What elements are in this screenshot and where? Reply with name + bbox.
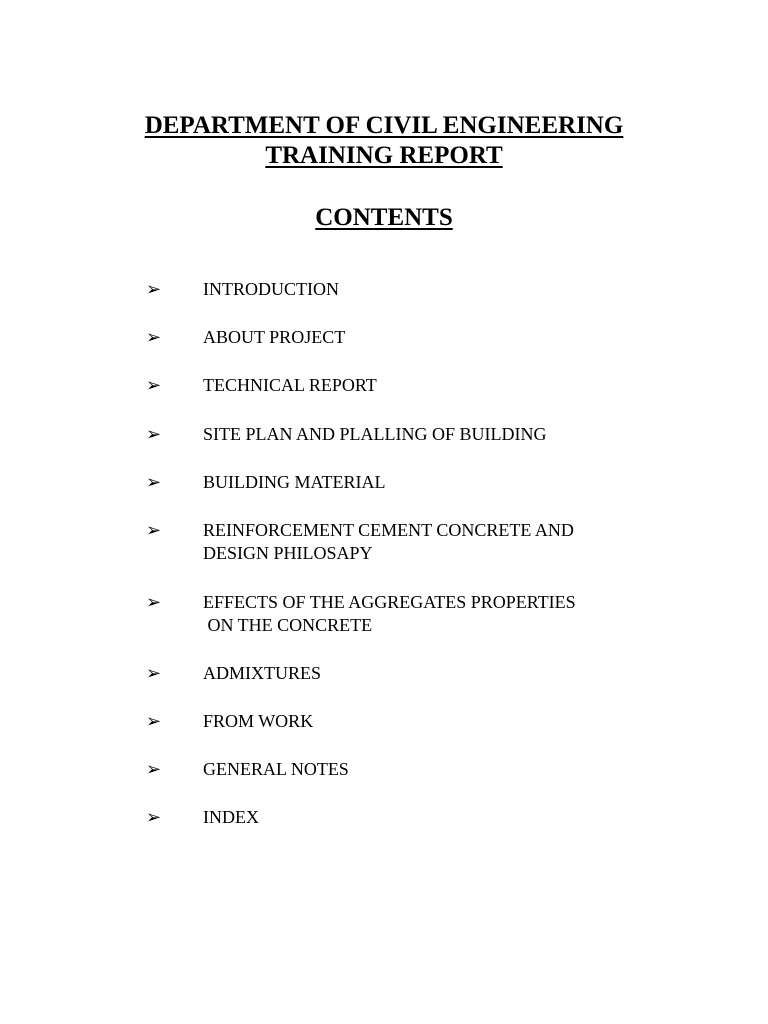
arrow-bullet-icon: ➢ <box>146 424 162 445</box>
department-title: DEPARTMENT OF CIVIL ENGINEERING <box>144 112 624 139</box>
arrow-bullet-icon: ➢ <box>146 279 162 300</box>
arrow-bullet-icon: ➢ <box>146 472 162 493</box>
report-title: TRAINING REPORT <box>265 142 503 169</box>
arrow-bullet-icon: ➢ <box>146 375 162 396</box>
list-item-text: TECHNICAL REPORT <box>203 375 377 395</box>
arrow-bullet-icon: ➢ <box>146 520 162 541</box>
arrow-bullet-icon: ➢ <box>146 663 162 684</box>
list-item-text: FROM WORK <box>203 711 314 731</box>
list-item-text: SITE PLAN AND PLALLING OF BUILDING <box>203 424 547 444</box>
list-item-text: ADMIXTURES <box>203 663 322 683</box>
list-item-text: INTRODUCTION <box>203 279 339 299</box>
arrow-bullet-icon: ➢ <box>146 711 162 732</box>
list-item-text: GENERAL NOTES <box>203 759 349 779</box>
list-item-text: INDEX <box>203 807 259 827</box>
arrow-bullet-icon: ➢ <box>146 759 162 780</box>
arrow-bullet-icon: ➢ <box>146 327 162 348</box>
list-item-text: EFFECTS OF THE AGGREGATES PROPERTIES ON THE CONCRETE <box>203 592 576 635</box>
list-item-text: REINFORCEMENT CEMENT CONCRETE AND DESIGN PHILOSAPY <box>203 520 574 563</box>
arrow-bullet-icon: ➢ <box>146 807 162 828</box>
list-item-text: ABOUT PROJECT <box>203 327 346 347</box>
arrow-bullet-icon: ➢ <box>146 592 162 613</box>
contents-title: CONTENTS <box>315 204 453 231</box>
list-item-text: BUILDING MATERIAL <box>203 472 386 492</box>
